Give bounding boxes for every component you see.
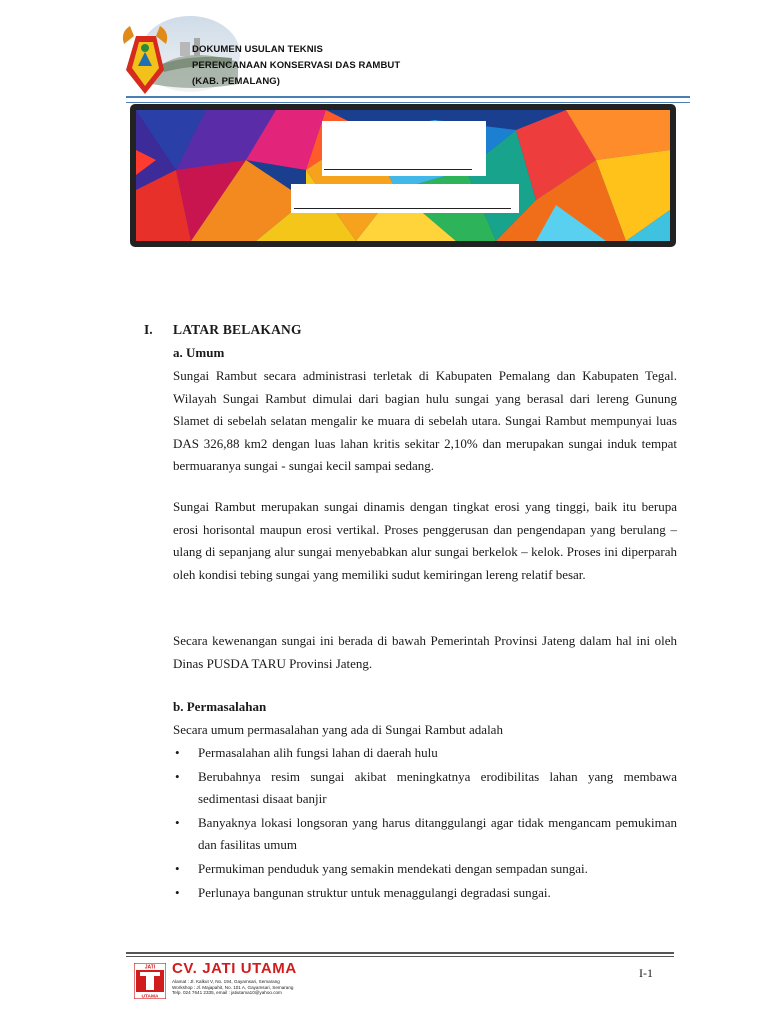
- footer-rule-thin: [126, 956, 674, 957]
- subheading-umum: a. Umum: [173, 345, 225, 360]
- list-item: • Perlunaya bangunan struktur untuk menaggulangi degradasi sungai.: [173, 882, 677, 905]
- paragraph-umum-1: Sungai Rambut secara administrasi terletak di Kabupaten Pemalang dan Kabupaten Tegal. Wilayah Sungai Rambut dimulai dari bagian hulu sungai yang berasal dari lereng Gunung Slamet di sebelah selatan mengalir ke muara di sebelah utara. Sungai Rambut mempunyai luas DAS 326,88 km2 dengan luas lahan kritis sekitar 2,10% dan merupakan sungai induk tempat bermuaranya sungai - sungai kecil sampai sedang.: [173, 368, 677, 474]
- document-header-text: [192, 42, 400, 90]
- permasalahan-list: [173, 742, 677, 904]
- company-address: [172, 979, 293, 996]
- cover-title-box-upper: [322, 121, 486, 176]
- bullet-dot: •: [175, 884, 180, 900]
- list-item: • Permasalahan alih fungsi lahan di daerah hulu: [173, 742, 677, 765]
- header-line-2: PERENCANAAN KONSERVASI DAS RAMBUT: [192, 60, 401, 71]
- paragraph-umum-2: Sungai Rambut merupakan sungai dinamis dengan tingkat erosi yang tinggi, baik itu berupa erosi horisontal maupun erosi vertikal. Proses penggerusan dan pengendapan yang berulang – ulang di sepanjang alur sungai menyebabkan alur sungai berkelok – kelok. Proses ini diperparah oleh kondisi tebing sungai yang memiliki sudut kemiringan lereng relatif besar.: [173, 499, 677, 582]
- logo-bottom-text: UTAMA: [141, 994, 159, 999]
- bullet-dot: •: [175, 814, 180, 830]
- logo-top-text: JATI: [144, 964, 156, 971]
- header-line-1: DOKUMEN USULAN TEKNIS: [192, 44, 323, 55]
- list-item: • Banyaknya lokasi longsoran yang harus ditanggulangi agar tidak mengancam pemukiman dan fasilitas umum: [173, 812, 677, 857]
- address-row: Alamat : Jl. Kalkut V, No. 194, Gayamsari, Semarang: [172, 979, 280, 984]
- header-line-3: (KAB. PEMALANG): [192, 76, 281, 87]
- header-rule-thick: [126, 96, 690, 98]
- address-row: Workshop : Jl. Majapahit, No. 101 A, Gayamsari, Semarang: [172, 984, 294, 990]
- header-rule-thin: [126, 102, 690, 103]
- bullet-dot: •: [175, 768, 180, 784]
- list-item: • Permukiman penduduk yang semakin mendekati dengan sempadan sungai.: [173, 858, 677, 881]
- permasalahan-intro: Secara umum permasalahan yang ada di Sungai Rambut adalah: [173, 722, 503, 737]
- paragraph-umum-3: Secara kewenangan sungai ini berada di bawah Pemerintah Provinsi Jateng dalam hal ini oleh Dinas PUSDA TARU Provinsi Jateng.: [173, 633, 677, 671]
- subheading-permasalahan: b. Permasalahan: [173, 699, 267, 714]
- company-name: CV. JATI UTAMA: [172, 960, 297, 977]
- section-number: I.: [144, 322, 153, 337]
- section-title: LATAR BELAKANG: [173, 322, 302, 337]
- list-item: • Berubahnya resim sungai akibat meningkatnya erodibilitas lahan yang membawa sedimentasi disaat banjir: [173, 766, 677, 811]
- cover-title-box-lower: [291, 184, 519, 213]
- footer-rule-thick: [126, 952, 674, 954]
- page-number: I-1: [639, 966, 653, 980]
- bullet-dot: •: [175, 745, 180, 760]
- bullet-dot: •: [175, 860, 180, 876]
- jati-utama-logo: [134, 963, 166, 999]
- address-row: Telp. 024 7641 2335, email : jatiutama10@yahoo.com: [172, 990, 282, 996]
